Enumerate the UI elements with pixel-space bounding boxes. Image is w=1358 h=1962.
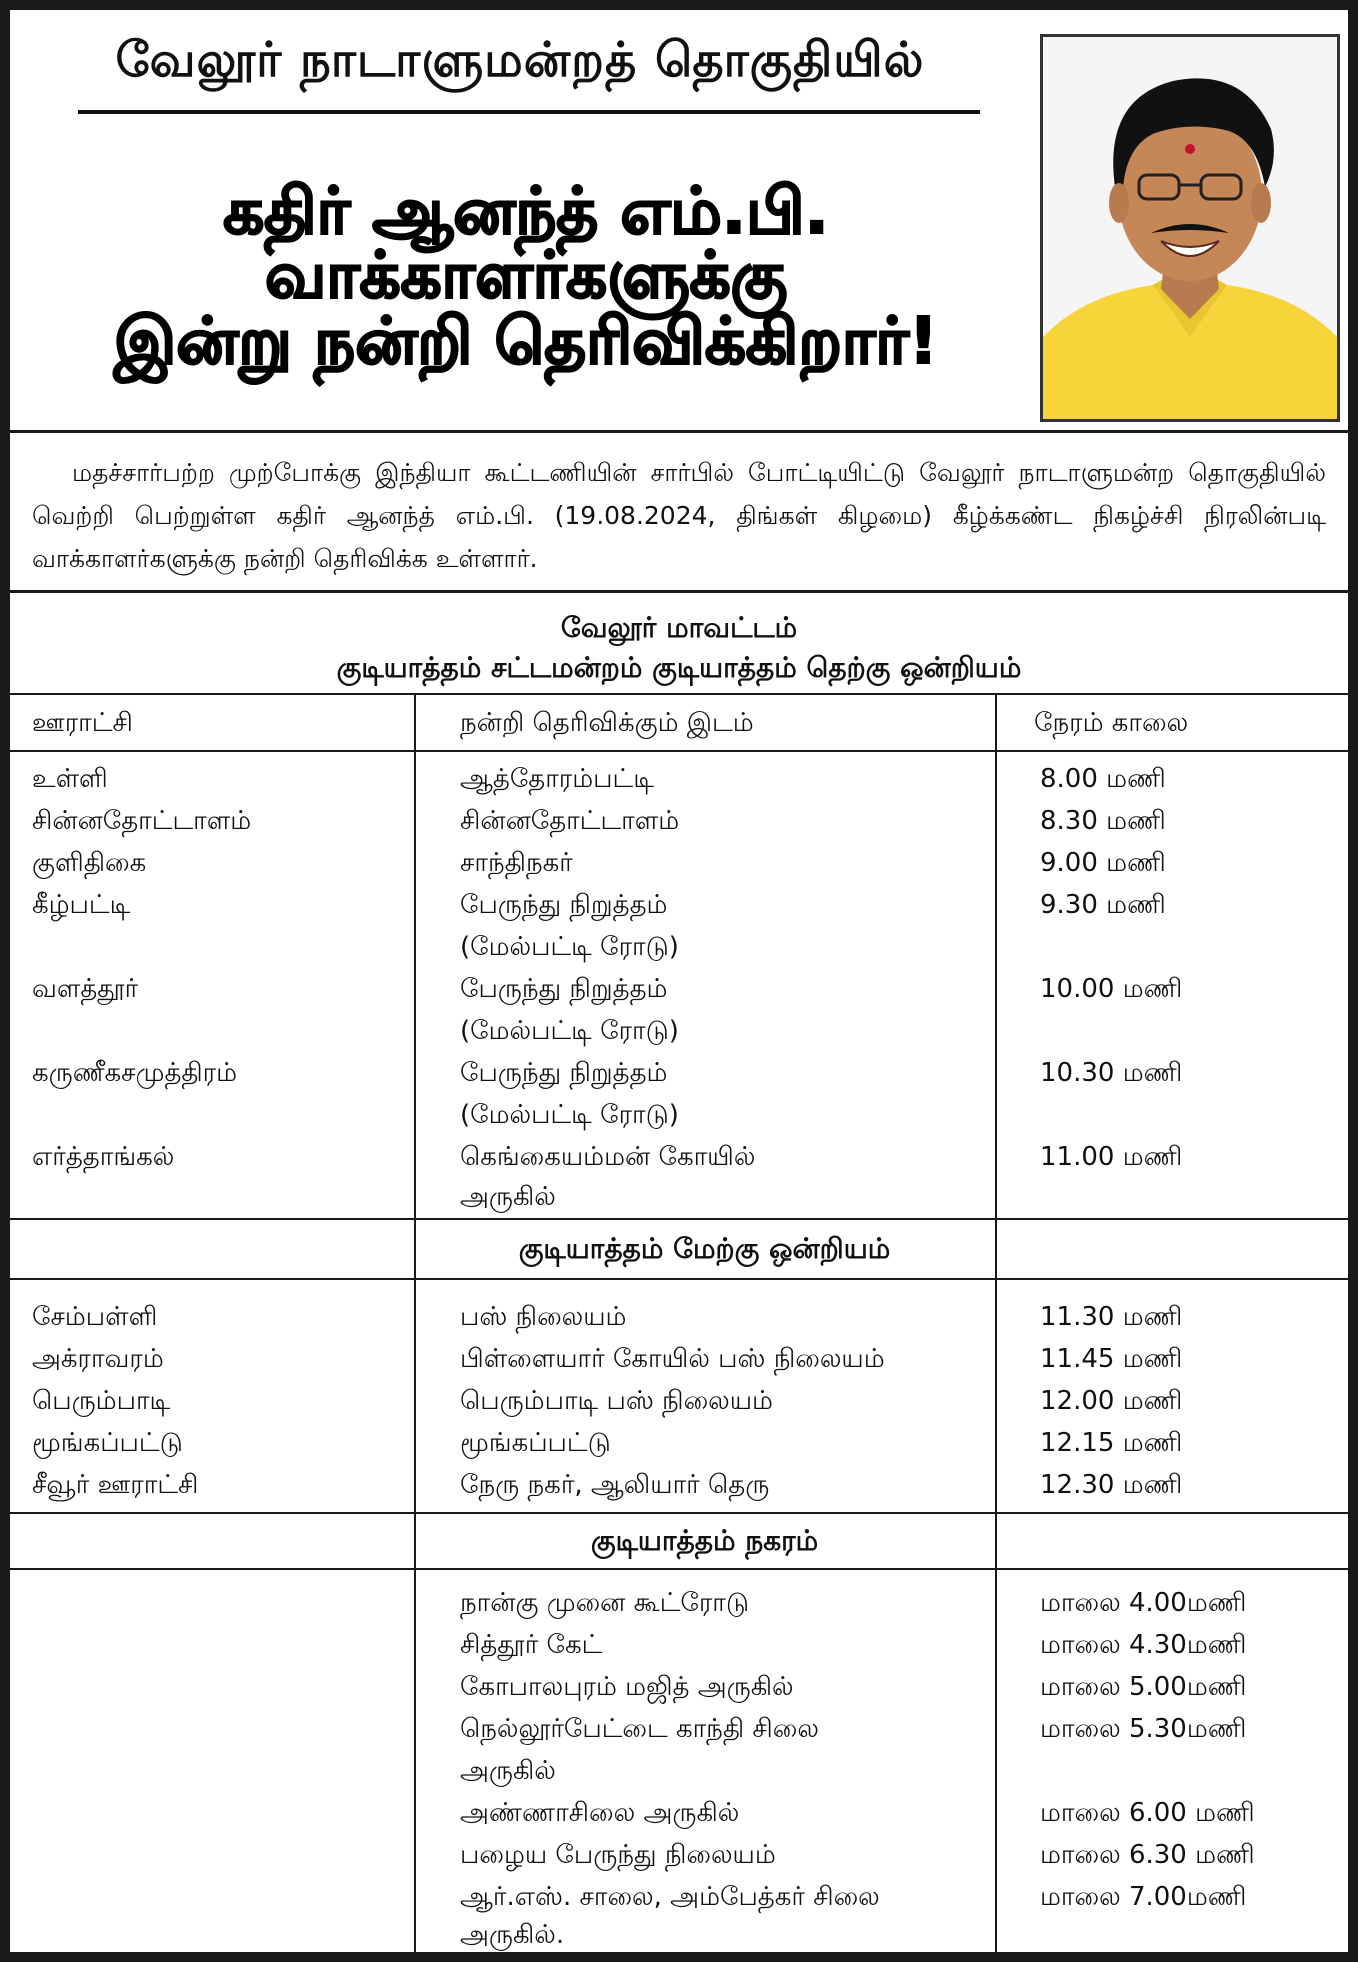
south-row-3-time: 9.00 மணி bbox=[1040, 848, 1166, 878]
west-row-3-place: பெரும்பாடி பஸ் நிலையம் bbox=[460, 1386, 773, 1416]
town-row-6-place: பழைய பேருந்து நிலையம் bbox=[460, 1840, 776, 1870]
table-rule bbox=[10, 1218, 1348, 1220]
south-row-5-panchayat: வளத்தூர் bbox=[32, 974, 139, 1004]
south-row-3-place: சாந்திநகர் bbox=[460, 848, 573, 878]
south-row-5-time: 10.00 மணி bbox=[1040, 974, 1183, 1004]
south-row-7-panchayat: எர்த்தாங்கல் bbox=[32, 1142, 175, 1172]
town-row-3-time: மாலை 5.00மணி bbox=[1040, 1672, 1247, 1702]
south-union-title: குடியாத்தம் சட்டமன்றம் குடியாத்தம் தெற்கு ஒன்றியம் bbox=[336, 651, 1022, 684]
column-header-time: நேரம் காலை bbox=[1034, 708, 1189, 738]
south-row-1-place: ஆத்தோரம்பட்டி bbox=[460, 764, 654, 794]
town-row-1-place: நான்கு முனை கூட்ரோடு bbox=[460, 1588, 750, 1618]
table-rule bbox=[10, 1568, 1348, 1570]
south-row-7-place: கெங்கையம்மன் கோயில் bbox=[460, 1142, 756, 1172]
west-row-2-time: 11.45 மணி bbox=[1040, 1344, 1183, 1374]
west-row-3-time: 12.00 மணி bbox=[1040, 1386, 1183, 1416]
kicker-text: வேலூர் நாடாளுமன்றத் தொகுதியில் bbox=[115, 32, 925, 88]
south-row-6-panchayat: கருணீகசமுத்திரம் bbox=[32, 1058, 238, 1088]
district-title: வேலூர் மாவட்டம் bbox=[560, 611, 798, 644]
town-row-4-place: நெல்லூர்பேட்டை காந்தி சிலை bbox=[460, 1714, 819, 1744]
town-row-2-time: மாலை 4.30மணி bbox=[1040, 1630, 1247, 1660]
column-header-place: நன்றி தெரிவிக்கும் இடம் bbox=[460, 708, 754, 738]
column-header-panchayat: ஊராட்சி bbox=[32, 708, 133, 738]
town-title: குடியாத்தம் நகரம் bbox=[590, 1524, 819, 1557]
west-row-1-place: பஸ் நிலையம் bbox=[460, 1302, 627, 1332]
south-row-7-time: 11.00 மணி bbox=[1040, 1142, 1183, 1172]
south-row-2-place: சின்னதோட்டாளம் bbox=[460, 806, 680, 836]
west-row-1-time: 11.30 மணி bbox=[1040, 1302, 1183, 1332]
south-row-4-time: 9.30 மணி bbox=[1040, 890, 1166, 920]
kicker-underline bbox=[78, 110, 980, 114]
west-row-3-panchayat: பெரும்பாடி bbox=[32, 1386, 171, 1416]
south-row-6-time: 10.30 மணி bbox=[1040, 1058, 1183, 1088]
person-portrait-icon bbox=[1043, 37, 1337, 419]
town-row-4-place-line2: அருகில் bbox=[460, 1756, 556, 1786]
south-row-5-place-line2: (மேல்பட்டி ரோடு) bbox=[460, 1016, 679, 1046]
town-row-5-place: அண்ணாசிலை அருகில் bbox=[460, 1798, 740, 1828]
south-row-4-place: பேருந்து நிறுத்தம் bbox=[460, 890, 668, 920]
west-row-5-panchayat: சீவூர் ஊராட்சி bbox=[32, 1470, 199, 1500]
south-row-1-panchayat: உள்ளி bbox=[32, 764, 108, 794]
town-row-5-time: மாலை 6.00 மணி bbox=[1040, 1798, 1255, 1828]
west-row-1-panchayat: சேம்பள்ளி bbox=[32, 1302, 158, 1332]
mp-photo bbox=[1040, 34, 1340, 422]
town-row-4-time: மாலை 5.30மணி bbox=[1040, 1714, 1247, 1744]
south-row-2-panchayat: சின்னதோட்டாளம் bbox=[32, 806, 252, 836]
town-row-2-place: சித்தூர் கேட் bbox=[460, 1630, 603, 1660]
west-row-4-panchayat: மூங்கப்பட்டு bbox=[32, 1428, 183, 1458]
town-row-3-place: கோபாலபுரம் மஜித் அருகில் bbox=[460, 1672, 794, 1702]
west-row-2-panchayat: அக்ராவரம் bbox=[32, 1344, 164, 1374]
column-divider bbox=[414, 693, 416, 1952]
town-row-6-time: மாலை 6.30 மணி bbox=[1040, 1840, 1255, 1870]
intro-paragraph: மதச்சார்பற்ற முற்போக்கு இந்தியா கூட்டணியின் சார்பில் போட்டியிட்டு வேலூர் நாடாளுமன்ற தொகுதியில் வெற்றி பெற்றுள்ள கதிர் ஆனந்த் எம்.பி. (19.08.2024, திங்கள் கிழமை) கீழ்க்கண்ட நிகழ்ச்சி நிரலின்படி வாக்காளர்களுக்கு நன்றி தெரிவிக்க உள்ளார். bbox=[10, 433, 1348, 593]
south-row-6-place-line2: (மேல்பட்டி ரோடு) bbox=[460, 1100, 679, 1130]
town-row-7-place-line2: அருகில். bbox=[460, 1920, 565, 1950]
table-rule bbox=[10, 693, 1348, 695]
town-row-7-place: ஆர்.எஸ். சாலை, அம்பேத்கர் சிலை bbox=[460, 1882, 880, 1912]
south-row-6-place: பேருந்து நிறுத்தம் bbox=[460, 1058, 668, 1088]
south-row-1-time: 8.00 மணி bbox=[1040, 764, 1166, 794]
south-row-5-place: பேருந்து நிறுத்தம் bbox=[460, 974, 668, 1004]
west-row-5-time: 12.30 மணி bbox=[1040, 1470, 1183, 1500]
table-rule bbox=[10, 1512, 1348, 1514]
west-row-4-place: மூங்கப்பட்டு bbox=[460, 1428, 611, 1458]
west-union-title: குடியாத்தம் மேற்கு ஒன்றியம் bbox=[518, 1232, 891, 1265]
town-row-1-time: மாலை 4.00மணி bbox=[1040, 1588, 1247, 1618]
south-row-4-panchayat: கீழ்பட்டி bbox=[32, 890, 131, 920]
notice-header bbox=[10, 10, 1348, 433]
table-rule bbox=[10, 750, 1348, 752]
headline-line-1: கதிர் ஆனந்த் எம்.பி. வாக்காளர்களுக்கு bbox=[223, 175, 829, 313]
south-row-4-place-line2: (மேல்பட்டி ரோடு) bbox=[460, 932, 679, 962]
town-row-7-time: மாலை 7.00மணி bbox=[1040, 1882, 1247, 1912]
west-row-4-time: 12.15 மணி bbox=[1040, 1428, 1183, 1458]
table-rule bbox=[10, 1278, 1348, 1280]
south-row-3-panchayat: குளிதிகை bbox=[32, 848, 147, 878]
west-row-5-place: நேரு நகர், ஆலியார் தெரு bbox=[460, 1470, 770, 1500]
headline-line-2: இன்று நன்றி தெரிவிக்கிறார்! bbox=[114, 305, 938, 379]
column-divider bbox=[995, 693, 997, 1952]
south-row-2-time: 8.30 மணி bbox=[1040, 806, 1166, 836]
south-row-7-place-line2: அருகில் bbox=[460, 1182, 556, 1212]
west-row-2-place: பிள்ளையார் கோயில் பஸ் நிலையம் bbox=[460, 1344, 885, 1374]
